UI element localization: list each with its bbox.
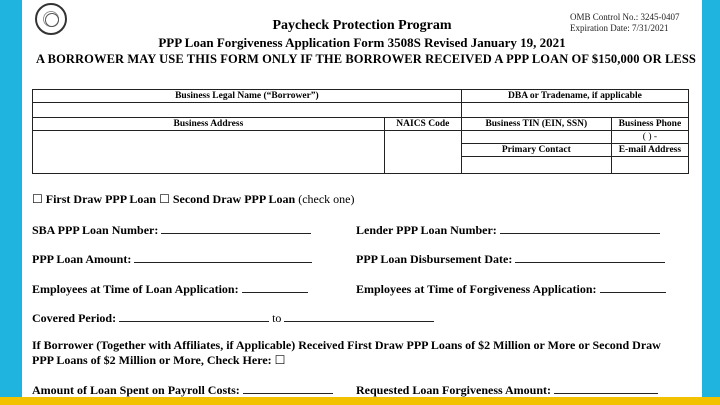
tin-field[interactable] bbox=[461, 131, 611, 144]
form-page bbox=[22, 0, 702, 405]
naics-header: NAICS Code bbox=[384, 118, 461, 131]
employees-forgiveness-field[interactable] bbox=[600, 282, 666, 293]
dba-field[interactable] bbox=[461, 103, 688, 118]
lender-loan-number-label: Lender PPP Loan Number: bbox=[356, 223, 497, 237]
payroll-costs-field[interactable] bbox=[243, 383, 333, 394]
disbursement-date-label: PPP Loan Disbursement Date: bbox=[356, 252, 513, 266]
sba-loan-number-row bbox=[32, 223, 311, 238]
employees-application-row bbox=[32, 282, 308, 297]
disbursement-date-field[interactable] bbox=[515, 252, 665, 263]
loan-amount-label: PPP Loan Amount: bbox=[32, 252, 132, 266]
first-draw-label: First Draw PPP Loan bbox=[45, 192, 157, 206]
employees-forgiveness-row bbox=[356, 282, 666, 297]
lender-loan-number-field[interactable] bbox=[500, 223, 660, 234]
email-field[interactable] bbox=[611, 157, 688, 174]
covered-period-row bbox=[32, 311, 434, 326]
borrower-info-table bbox=[32, 89, 689, 174]
tin-header: Business TIN (EIN, SSN) bbox=[461, 118, 611, 131]
loan-amount-row bbox=[32, 252, 312, 267]
check-one-note: (check one) bbox=[298, 192, 355, 206]
loan-amount-field[interactable] bbox=[134, 252, 312, 263]
covered-period-start-field[interactable] bbox=[119, 311, 269, 322]
email-header: E-mail Address bbox=[611, 144, 688, 157]
second-draw-checkbox[interactable]: ☐ bbox=[159, 192, 170, 206]
business-legal-name-field[interactable] bbox=[33, 103, 462, 118]
covered-period-label: Covered Period: bbox=[32, 311, 117, 325]
eligibility-banner: A BORROWER MAY USE THIS FORM ONLY IF THE BORROWER RECEIVED A PPP LOAN OF $150,000 OR LESS bbox=[36, 52, 696, 66]
bottom-accent-bar bbox=[0, 397, 720, 405]
employees-application-field[interactable] bbox=[242, 282, 308, 293]
phone-field[interactable]: ( ) - bbox=[611, 131, 688, 144]
sba-loan-number-label: SBA PPP Loan Number: bbox=[32, 223, 159, 237]
affiliates-checkbox[interactable]: ☐ bbox=[274, 353, 286, 367]
lender-loan-number-row bbox=[356, 223, 660, 238]
primary-contact-field[interactable] bbox=[461, 157, 611, 174]
requested-forgiveness-field[interactable] bbox=[554, 383, 658, 394]
second-draw-label: Second Draw PPP Loan bbox=[172, 192, 296, 206]
primary-contact-header: Primary Contact bbox=[461, 144, 611, 157]
requested-forgiveness-row bbox=[356, 383, 658, 398]
form-subtitle: PPP Loan Forgiveness Application Form 3508S Revised January 19, 2021 bbox=[158, 35, 566, 50]
affiliates-text-line1: If Borrower (Together with Affiliates, if Applicable) Received First Draw PPP Loans of $2 Million or More or Second Draw bbox=[32, 338, 661, 352]
business-address-field[interactable] bbox=[33, 131, 385, 174]
employees-application-label: Employees at Time of Loan Application: bbox=[32, 282, 239, 296]
draw-type-row bbox=[32, 192, 355, 207]
sba-loan-number-field[interactable] bbox=[161, 223, 311, 234]
omb-control-number: OMB Control No.: 3245-0407 bbox=[570, 12, 680, 22]
payroll-costs-label: Amount of Loan Spent on Payroll Costs: bbox=[32, 383, 240, 397]
dba-header: DBA or Tradename, if applicable bbox=[461, 90, 688, 103]
payroll-costs-row bbox=[32, 383, 333, 398]
affiliates-text-line2: PPP Loans of $2 Million or More, Check Here: bbox=[32, 353, 272, 367]
covered-period-end-field[interactable] bbox=[284, 311, 434, 322]
expiration-date: Expiration Date: 7/31/2021 bbox=[570, 23, 669, 33]
disbursement-date-row bbox=[356, 252, 665, 267]
naics-field[interactable] bbox=[384, 131, 461, 174]
employees-forgiveness-label: Employees at Time of Forgiveness Application: bbox=[356, 282, 597, 296]
business-legal-name-header: Business Legal Name (“Borrower”) bbox=[33, 90, 462, 103]
first-draw-checkbox[interactable]: ☐ bbox=[32, 192, 43, 206]
covered-period-to: to bbox=[272, 311, 282, 325]
omb-info bbox=[570, 12, 680, 34]
business-address-header: Business Address bbox=[33, 118, 385, 131]
phone-header: Business Phone bbox=[611, 118, 688, 131]
affiliates-row bbox=[32, 338, 661, 368]
requested-forgiveness-label: Requested Loan Forgiveness Amount: bbox=[356, 383, 552, 397]
form-title: Paycheck Protection Program bbox=[272, 18, 452, 33]
